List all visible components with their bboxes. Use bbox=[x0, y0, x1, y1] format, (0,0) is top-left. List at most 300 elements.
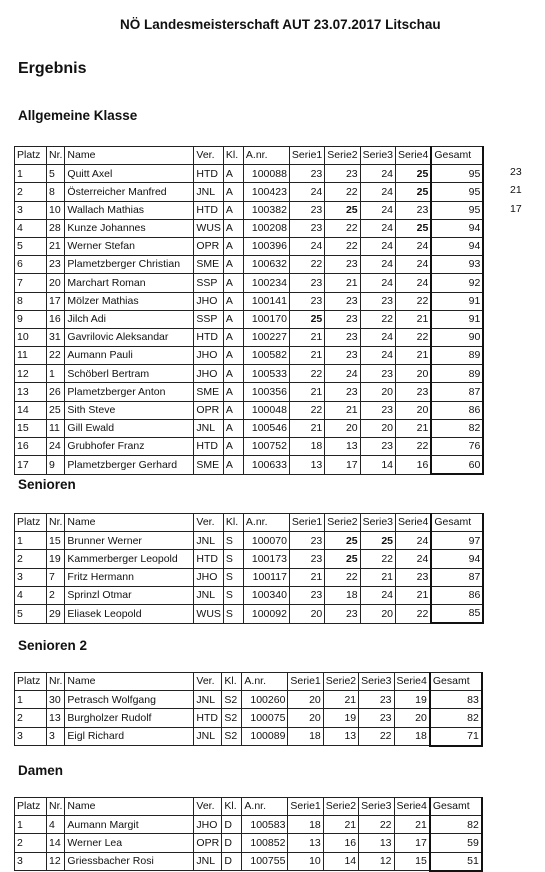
cell-anr: 100260 bbox=[242, 691, 288, 709]
cell-serie3: 20 bbox=[360, 383, 395, 401]
cell-gesamt: 86 bbox=[431, 401, 483, 419]
cell-anr: 100092 bbox=[243, 604, 289, 623]
cell-serie3: 24 bbox=[360, 201, 395, 219]
results-table bbox=[14, 513, 484, 624]
cell-serie3: 23 bbox=[360, 292, 395, 310]
side-note: 23 bbox=[510, 166, 522, 179]
cell-gesamt: 82 bbox=[430, 709, 482, 727]
section-heading: Senioren 2 bbox=[18, 638, 88, 653]
cell-klasse: A bbox=[223, 165, 243, 183]
cell-anr: 100048 bbox=[243, 401, 289, 419]
cell-gesamt: 85 bbox=[431, 604, 483, 623]
cell-klasse: D bbox=[222, 834, 242, 852]
cell-anr: 100340 bbox=[243, 586, 289, 604]
cell-name: Schöberl Bertram bbox=[65, 365, 194, 383]
table-row bbox=[15, 383, 484, 401]
column-header-serie4: Serie4 bbox=[394, 673, 430, 691]
cell-gesamt: 59 bbox=[430, 834, 482, 852]
cell-serie2: 25 bbox=[325, 201, 360, 219]
column-header-serie4: Serie4 bbox=[396, 514, 432, 532]
cell-serie1: 10 bbox=[288, 852, 323, 871]
cell-serie4: 23 bbox=[396, 383, 432, 401]
cell-verein: WUS bbox=[194, 219, 224, 237]
cell-name: Kunze Johannes bbox=[65, 219, 194, 237]
table-row bbox=[15, 237, 484, 255]
column-header-serie2: Serie2 bbox=[325, 514, 360, 532]
cell-nr: 22 bbox=[47, 347, 65, 365]
cell-gesamt: 91 bbox=[431, 310, 483, 328]
cell-serie4: 22 bbox=[396, 604, 432, 623]
cell-anr: 100533 bbox=[243, 365, 289, 383]
results-table bbox=[14, 672, 483, 747]
cell-serie3: 24 bbox=[360, 256, 395, 274]
cell-serie3: 24 bbox=[360, 328, 395, 346]
cell-name: Quitt Axel bbox=[65, 165, 194, 183]
cell-klasse: S bbox=[223, 568, 243, 586]
cell-anr: 100117 bbox=[243, 568, 289, 586]
cell-serie1: 20 bbox=[289, 604, 324, 623]
column-header-anr: A.nr. bbox=[243, 147, 289, 165]
cell-anr: 100546 bbox=[243, 419, 289, 437]
cell-serie2: 21 bbox=[325, 401, 360, 419]
column-header-platz: Platz bbox=[15, 147, 47, 165]
column-header-serie1: Serie1 bbox=[289, 147, 324, 165]
cell-nr: 8 bbox=[47, 183, 65, 201]
cell-gesamt: 93 bbox=[431, 256, 483, 274]
table-row bbox=[15, 438, 484, 456]
cell-serie1: 18 bbox=[288, 727, 323, 746]
table-row bbox=[15, 401, 484, 419]
cell-gesamt: 71 bbox=[430, 727, 482, 746]
cell-platz: 16 bbox=[15, 438, 47, 456]
table-row bbox=[15, 586, 484, 604]
cell-serie2: 13 bbox=[323, 727, 358, 746]
cell-serie3: 23 bbox=[359, 691, 394, 709]
column-header-nr: Nr. bbox=[47, 673, 65, 691]
cell-anr: 100075 bbox=[242, 709, 288, 727]
cell-platz: 3 bbox=[15, 727, 47, 746]
column-header-klasse: Kl. bbox=[222, 673, 242, 691]
cell-platz: 11 bbox=[15, 347, 47, 365]
cell-serie4: 21 bbox=[396, 310, 432, 328]
table-row bbox=[15, 550, 484, 568]
table-row bbox=[15, 691, 482, 709]
table-row bbox=[15, 183, 484, 201]
table-row bbox=[15, 165, 484, 183]
column-header-verein: Ver. bbox=[194, 514, 224, 532]
cell-serie2: 21 bbox=[325, 274, 360, 292]
cell-gesamt: 82 bbox=[431, 419, 483, 437]
cell-serie3: 13 bbox=[359, 834, 394, 852]
column-header-nr: Nr. bbox=[47, 798, 65, 816]
cell-klasse: S bbox=[223, 604, 243, 623]
cell-nr: 15 bbox=[47, 532, 65, 550]
cell-serie4: 25 bbox=[396, 183, 432, 201]
cell-serie4: 21 bbox=[396, 419, 432, 437]
results-table bbox=[14, 146, 484, 475]
cell-serie1: 23 bbox=[289, 292, 324, 310]
column-header-gesamt: Gesamt bbox=[431, 147, 483, 165]
cell-anr: 100227 bbox=[243, 328, 289, 346]
column-header-serie2: Serie2 bbox=[325, 147, 360, 165]
table-row bbox=[15, 852, 482, 871]
cell-platz: 4 bbox=[15, 586, 47, 604]
cell-anr: 100141 bbox=[243, 292, 289, 310]
column-header-anr: A.nr. bbox=[243, 514, 289, 532]
cell-serie1: 13 bbox=[288, 834, 323, 852]
cell-platz: 1 bbox=[15, 165, 47, 183]
cell-nr: 31 bbox=[47, 328, 65, 346]
cell-anr: 100382 bbox=[243, 201, 289, 219]
column-header-nr: Nr. bbox=[47, 147, 65, 165]
cell-verein: JHO bbox=[194, 816, 222, 834]
cell-name: Plametzberger Anton bbox=[65, 383, 194, 401]
cell-serie2: 25 bbox=[325, 550, 360, 568]
cell-serie2: 23 bbox=[325, 347, 360, 365]
cell-serie2: 23 bbox=[325, 310, 360, 328]
table-row bbox=[15, 419, 484, 437]
cell-name: Plametzberger Gerhard bbox=[65, 456, 194, 475]
cell-serie3: 24 bbox=[360, 347, 395, 365]
cell-serie1: 21 bbox=[289, 568, 324, 586]
cell-klasse: D bbox=[222, 816, 242, 834]
cell-nr: 3 bbox=[47, 727, 65, 746]
cell-nr: 1 bbox=[47, 365, 65, 383]
cell-anr: 100752 bbox=[243, 438, 289, 456]
cell-gesamt: 92 bbox=[431, 274, 483, 292]
cell-platz: 14 bbox=[15, 401, 47, 419]
cell-platz: 2 bbox=[15, 183, 47, 201]
cell-platz: 7 bbox=[15, 274, 47, 292]
cell-klasse: A bbox=[223, 328, 243, 346]
cell-serie2: 23 bbox=[325, 383, 360, 401]
cell-gesamt: 51 bbox=[430, 852, 482, 871]
column-header-klasse: Kl. bbox=[223, 147, 243, 165]
cell-serie2: 22 bbox=[325, 237, 360, 255]
column-header-verein: Ver. bbox=[194, 798, 222, 816]
cell-serie1: 18 bbox=[289, 438, 324, 456]
cell-anr: 100234 bbox=[243, 274, 289, 292]
cell-serie4: 24 bbox=[396, 550, 432, 568]
cell-serie1: 23 bbox=[289, 165, 324, 183]
cell-klasse: A bbox=[223, 256, 243, 274]
cell-serie3: 21 bbox=[360, 568, 395, 586]
cell-nr: 4 bbox=[47, 816, 65, 834]
cell-serie3: 12 bbox=[359, 852, 394, 871]
cell-serie3: 24 bbox=[360, 183, 395, 201]
cell-anr: 100633 bbox=[243, 456, 289, 475]
cell-klasse: D bbox=[222, 852, 242, 871]
cell-name: Werner Stefan bbox=[65, 237, 194, 255]
cell-serie2: 19 bbox=[323, 709, 358, 727]
cell-name: Wallach Mathias bbox=[65, 201, 194, 219]
cell-platz: 13 bbox=[15, 383, 47, 401]
cell-verein: SSP bbox=[194, 274, 224, 292]
table-row bbox=[15, 365, 484, 383]
table-row bbox=[15, 219, 484, 237]
cell-serie3: 23 bbox=[359, 709, 394, 727]
table-header-row bbox=[15, 798, 482, 816]
table-row bbox=[15, 604, 484, 623]
cell-serie2: 16 bbox=[323, 834, 358, 852]
cell-serie1: 23 bbox=[289, 219, 324, 237]
cell-platz: 1 bbox=[15, 691, 47, 709]
cell-platz: 3 bbox=[15, 568, 47, 586]
column-header-serie1: Serie1 bbox=[289, 514, 324, 532]
cell-serie2: 25 bbox=[325, 532, 360, 550]
cell-serie2: 23 bbox=[325, 256, 360, 274]
cell-nr: 26 bbox=[47, 383, 65, 401]
column-header-name: Name bbox=[65, 798, 194, 816]
column-header-serie2: Serie2 bbox=[323, 798, 358, 816]
cell-nr: 17 bbox=[47, 292, 65, 310]
column-header-verein: Ver. bbox=[194, 147, 224, 165]
side-note: 17 bbox=[510, 202, 522, 215]
cell-serie3: 24 bbox=[360, 165, 395, 183]
cell-serie4: 25 bbox=[396, 219, 432, 237]
cell-serie1: 21 bbox=[289, 347, 324, 365]
cell-platz: 5 bbox=[15, 604, 47, 623]
cell-klasse: A bbox=[223, 419, 243, 437]
results-heading: Ergebnis bbox=[18, 60, 87, 77]
cell-nr: 28 bbox=[47, 219, 65, 237]
cell-verein: OPR bbox=[194, 834, 222, 852]
cell-name: Eliasek Leopold bbox=[65, 604, 194, 623]
cell-serie1: 22 bbox=[289, 256, 324, 274]
column-header-klasse: Kl. bbox=[223, 514, 243, 532]
cell-serie2: 24 bbox=[325, 365, 360, 383]
cell-nr: 7 bbox=[47, 568, 65, 586]
cell-serie1: 23 bbox=[289, 274, 324, 292]
column-header-serie3: Serie3 bbox=[360, 147, 395, 165]
column-header-name: Name bbox=[65, 514, 194, 532]
cell-serie3: 24 bbox=[360, 219, 395, 237]
results-table bbox=[14, 797, 483, 872]
cell-klasse: A bbox=[223, 347, 243, 365]
cell-anr: 100208 bbox=[243, 219, 289, 237]
cell-nr: 14 bbox=[47, 834, 65, 852]
cell-platz: 3 bbox=[15, 852, 47, 871]
cell-serie3: 22 bbox=[359, 816, 394, 834]
cell-serie1: 24 bbox=[289, 237, 324, 255]
cell-verein: HTD bbox=[194, 165, 224, 183]
cell-anr: 100755 bbox=[242, 852, 288, 871]
column-header-anr: A.nr. bbox=[242, 798, 288, 816]
cell-klasse: A bbox=[223, 237, 243, 255]
cell-nr: 2 bbox=[47, 586, 65, 604]
section-heading: Damen bbox=[18, 763, 64, 778]
table-row bbox=[15, 568, 484, 586]
cell-serie2: 22 bbox=[325, 568, 360, 586]
cell-klasse: A bbox=[223, 183, 243, 201]
cell-platz: 3 bbox=[15, 201, 47, 219]
cell-gesamt: 89 bbox=[431, 347, 483, 365]
cell-name: Eigl Richard bbox=[65, 727, 194, 746]
cell-name: Brunner Werner bbox=[65, 532, 194, 550]
cell-serie1: 21 bbox=[289, 419, 324, 437]
cell-klasse: S bbox=[223, 550, 243, 568]
cell-nr: 20 bbox=[47, 274, 65, 292]
cell-serie4: 20 bbox=[396, 365, 432, 383]
cell-verein: HTD bbox=[194, 201, 224, 219]
cell-anr: 100070 bbox=[243, 532, 289, 550]
cell-klasse: S2 bbox=[222, 691, 242, 709]
table-row bbox=[15, 709, 482, 727]
cell-gesamt: 90 bbox=[431, 328, 483, 346]
cell-name: Aumann Pauli bbox=[65, 347, 194, 365]
cell-anr: 100852 bbox=[242, 834, 288, 852]
cell-anr: 100170 bbox=[243, 310, 289, 328]
cell-serie1: 23 bbox=[289, 532, 324, 550]
cell-serie2: 18 bbox=[325, 586, 360, 604]
cell-serie2: 22 bbox=[325, 219, 360, 237]
cell-klasse: A bbox=[223, 310, 243, 328]
cell-serie2: 23 bbox=[325, 165, 360, 183]
cell-gesamt: 76 bbox=[431, 438, 483, 456]
cell-serie1: 23 bbox=[289, 201, 324, 219]
column-header-nr: Nr. bbox=[47, 514, 65, 532]
cell-serie3: 23 bbox=[360, 438, 395, 456]
document-title: NÖ Landesmeisterschaft AUT 23.07.2017 Litschau bbox=[120, 17, 441, 32]
cell-klasse: A bbox=[223, 365, 243, 383]
cell-verein: JNL bbox=[194, 852, 222, 871]
cell-anr: 100632 bbox=[243, 256, 289, 274]
cell-klasse: S2 bbox=[222, 709, 242, 727]
column-header-name: Name bbox=[65, 147, 194, 165]
column-header-serie1: Serie1 bbox=[288, 798, 323, 816]
cell-serie3: 20 bbox=[360, 604, 395, 623]
cell-verein: WUS bbox=[194, 604, 224, 623]
cell-verein: JNL bbox=[194, 419, 224, 437]
cell-serie4: 23 bbox=[396, 568, 432, 586]
cell-serie2: 22 bbox=[325, 183, 360, 201]
cell-serie4: 20 bbox=[396, 401, 432, 419]
cell-serie4: 22 bbox=[396, 438, 432, 456]
cell-nr: 10 bbox=[47, 201, 65, 219]
column-header-klasse: Kl. bbox=[222, 798, 242, 816]
cell-klasse: A bbox=[223, 274, 243, 292]
cell-klasse: S bbox=[223, 532, 243, 550]
cell-verein: JHO bbox=[194, 568, 224, 586]
cell-serie4: 18 bbox=[394, 727, 430, 746]
cell-serie3: 23 bbox=[360, 401, 395, 419]
cell-verein: JNL bbox=[194, 586, 224, 604]
cell-name: Fritz Hermann bbox=[65, 568, 194, 586]
cell-platz: 1 bbox=[15, 532, 47, 550]
cell-platz: 4 bbox=[15, 219, 47, 237]
cell-name: Jilch Adi bbox=[65, 310, 194, 328]
column-header-name: Name bbox=[65, 673, 194, 691]
cell-nr: 23 bbox=[47, 256, 65, 274]
cell-verein: SSP bbox=[194, 310, 224, 328]
table-row bbox=[15, 274, 484, 292]
column-header-serie3: Serie3 bbox=[360, 514, 395, 532]
cell-serie2: 14 bbox=[323, 852, 358, 871]
cell-serie3: 14 bbox=[360, 456, 395, 475]
cell-serie1: 21 bbox=[289, 383, 324, 401]
cell-verein: JNL bbox=[194, 532, 224, 550]
cell-platz: 17 bbox=[15, 456, 47, 475]
cell-serie4: 23 bbox=[396, 201, 432, 219]
cell-klasse: A bbox=[223, 456, 243, 475]
cell-anr: 100582 bbox=[243, 347, 289, 365]
cell-serie2: 21 bbox=[323, 691, 358, 709]
column-header-gesamt: Gesamt bbox=[430, 673, 482, 691]
cell-serie1: 20 bbox=[288, 691, 323, 709]
cell-serie4: 15 bbox=[394, 852, 430, 871]
cell-klasse: A bbox=[223, 438, 243, 456]
cell-gesamt: 94 bbox=[431, 219, 483, 237]
column-header-platz: Platz bbox=[15, 798, 47, 816]
cell-serie1: 23 bbox=[289, 550, 324, 568]
cell-gesamt: 95 bbox=[431, 183, 483, 201]
cell-verein: SME bbox=[194, 456, 224, 475]
cell-verein: JHO bbox=[194, 347, 224, 365]
cell-serie4: 20 bbox=[394, 709, 430, 727]
cell-serie2: 17 bbox=[325, 456, 360, 475]
cell-platz: 2 bbox=[15, 550, 47, 568]
cell-serie4: 24 bbox=[396, 256, 432, 274]
cell-platz: 10 bbox=[15, 328, 47, 346]
table-row bbox=[15, 201, 484, 219]
cell-klasse: S2 bbox=[222, 727, 242, 746]
cell-nr: 24 bbox=[47, 438, 65, 456]
cell-platz: 1 bbox=[15, 816, 47, 834]
cell-gesamt: 60 bbox=[431, 456, 483, 475]
table-row bbox=[15, 816, 482, 834]
cell-name: Mölzer Mathias bbox=[65, 292, 194, 310]
cell-serie3: 22 bbox=[359, 727, 394, 746]
cell-verein: SME bbox=[194, 256, 224, 274]
cell-name: Kammerberger Leopold bbox=[65, 550, 194, 568]
cell-nr: 9 bbox=[47, 456, 65, 475]
table-header-row bbox=[15, 147, 484, 165]
cell-verein: JHO bbox=[194, 365, 224, 383]
column-header-gesamt: Gesamt bbox=[430, 798, 482, 816]
cell-verein: OPR bbox=[194, 401, 224, 419]
cell-klasse: A bbox=[223, 383, 243, 401]
cell-serie1: 23 bbox=[289, 586, 324, 604]
cell-name: Werner Lea bbox=[65, 834, 194, 852]
cell-verein: JNL bbox=[194, 691, 222, 709]
cell-serie1: 20 bbox=[288, 709, 323, 727]
cell-name: Burgholzer Rudolf bbox=[65, 709, 194, 727]
table-row bbox=[15, 292, 484, 310]
section-heading: Allgemeine Klasse bbox=[18, 108, 138, 123]
cell-verein: JNL bbox=[194, 727, 222, 746]
cell-nr: 13 bbox=[47, 709, 65, 727]
cell-serie4: 17 bbox=[394, 834, 430, 852]
cell-gesamt: 95 bbox=[431, 201, 483, 219]
cell-serie3: 24 bbox=[360, 586, 395, 604]
column-header-verein: Ver. bbox=[194, 673, 222, 691]
cell-name: Petrasch Wolfgang bbox=[65, 691, 194, 709]
cell-gesamt: 87 bbox=[431, 568, 483, 586]
table-row bbox=[15, 328, 484, 346]
cell-serie4: 21 bbox=[394, 816, 430, 834]
column-header-serie4: Serie4 bbox=[396, 147, 432, 165]
cell-name: Griessbacher Rosi bbox=[65, 852, 194, 871]
cell-serie3: 25 bbox=[360, 532, 395, 550]
cell-serie2: 20 bbox=[325, 419, 360, 437]
cell-gesamt: 95 bbox=[431, 165, 483, 183]
cell-serie1: 22 bbox=[289, 401, 324, 419]
cell-serie4: 24 bbox=[396, 274, 432, 292]
cell-serie3: 22 bbox=[360, 550, 395, 568]
cell-serie1: 24 bbox=[289, 183, 324, 201]
cell-serie4: 21 bbox=[396, 347, 432, 365]
table-row bbox=[15, 727, 482, 746]
